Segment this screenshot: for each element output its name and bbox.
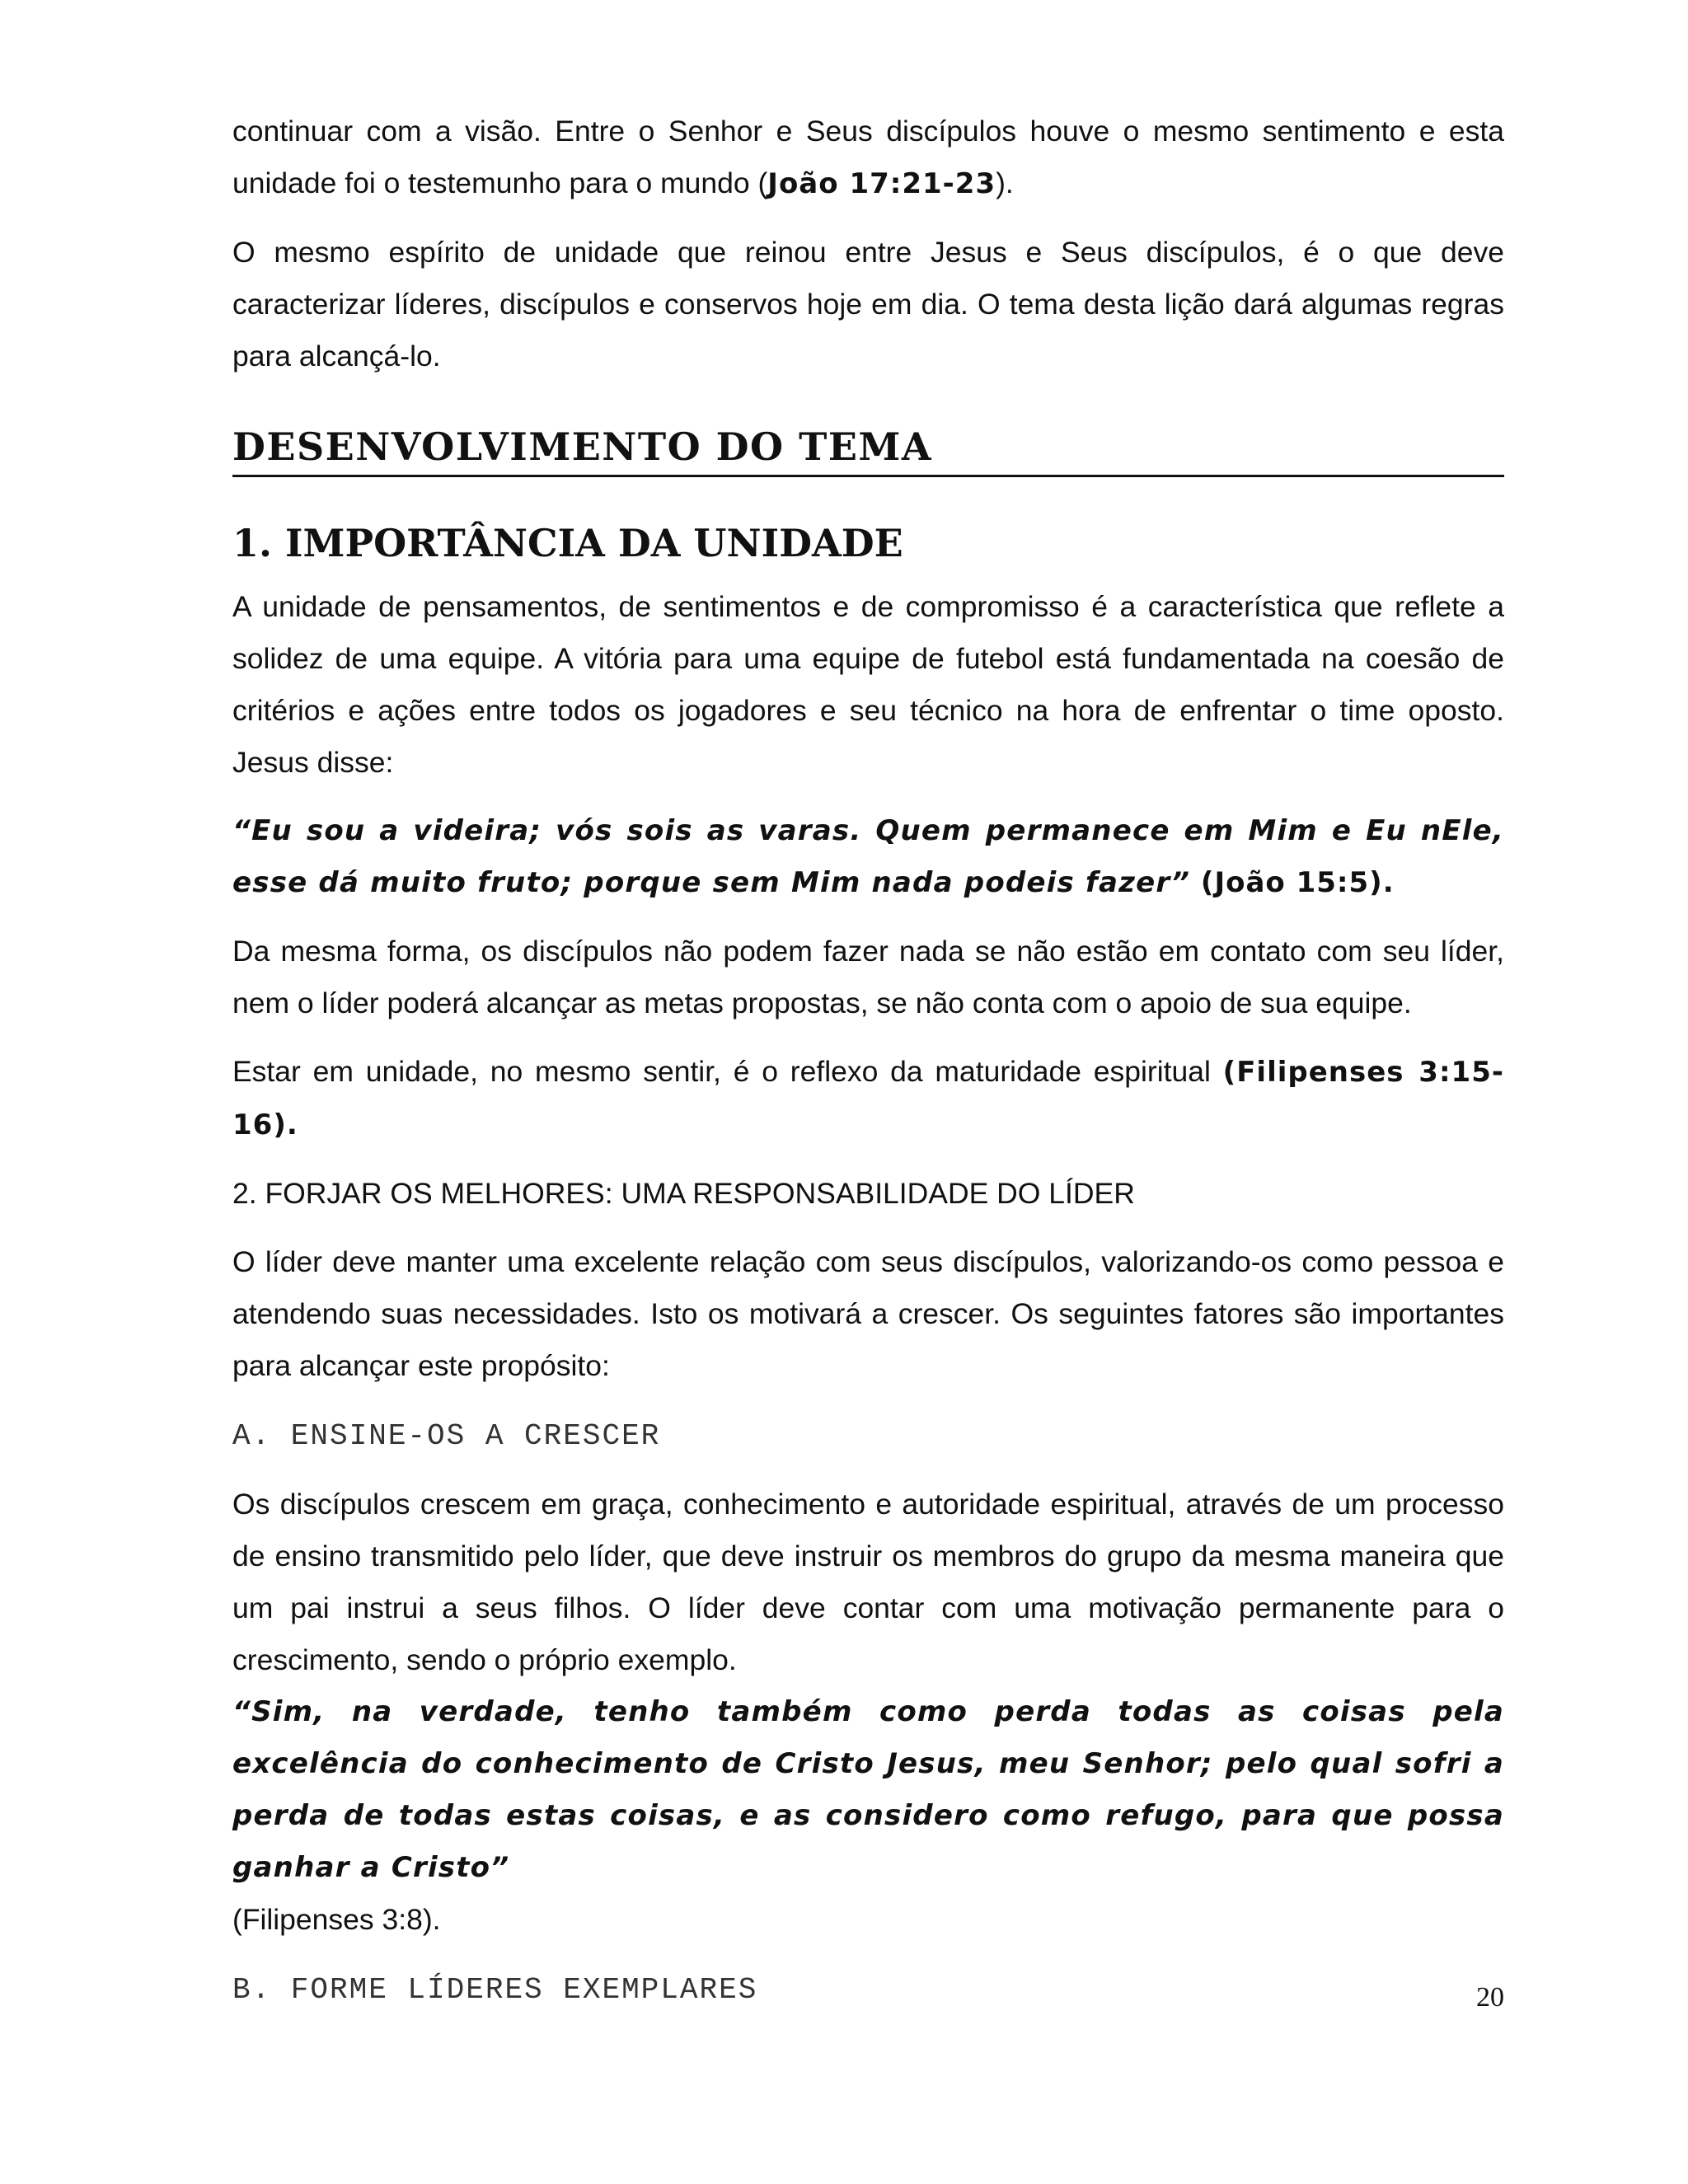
heading-importance-of-unity: 1. IMPORTÂNCIA DA UNIDADE (232, 521, 903, 565)
paragraph-disciples-leader: Da mesma forma, os discípulos não podem fazer nada se não estão em contato com seu líder, nem o líder poderá alcançar as metas propostas, se não conta com o apoio de sua equipe. (232, 935, 1504, 1019)
paragraph-text: continuar com a visão. Entre o Senhor e Seus discípulos houve o mesmo sentimento e esta unidade foi o testemunho para o mundo ( (232, 115, 1504, 199)
scripture-reference: (Filipenses 3:15-16). (232, 1056, 1504, 1141)
paragraph-text-end: ). (996, 166, 1014, 199)
quote-text: “Sim, na verdade, tenho também como perda todas as coisas pela excelência do conhecimento de Cristo Jesus, meu Senhor; pelo qual sofri a perda de todas estas coisas, e as considero como refugo, para que possa ganhar a Cristo” (232, 1695, 1504, 1884)
quote-text: “Eu sou a videira; vós sois as varas. Quem permanece em Mim e Eu nEle, esse dá muito fruto; porque sem Mim nada podeis fazer” (232, 814, 1504, 899)
paragraph-disciples-grow: Os discípulos crescem em graça, conhecimento e autoridade espiritual, através de um processo de ensino transmitido pelo líder, que deve instruir os membros do grupo da mesma maneira que um pai instrui a seus filhos. O líder deve contar com uma motivação permanente para o crescimento, sendo o próprio exemplo. (232, 1488, 1504, 1676)
subheading-form-leaders: B. FORME LÍDERES EXEMPLARES (232, 1973, 758, 2007)
paragraph-leader-relationship: O líder deve manter uma excelente relação com seus discípulos, valorizando-os como pessoa e atendendo suas necessidades. Isto os motivará a crescer. Os seguintes fatores são importantes para alcançar este propósito: (232, 1245, 1504, 1382)
page-number: 20 (1476, 1982, 1504, 2013)
paragraph-continuation (232, 105, 1504, 210)
scripture-quote (232, 1686, 1504, 1894)
scripture-reference: (João 15:5). (1190, 866, 1395, 899)
heading-forge-the-best: 2. FORJAR OS MELHORES: UMA RESPONSABILIDADE DO LÍDER (232, 1177, 1135, 1210)
scripture-reference: João 17:21-23 (767, 167, 996, 200)
paragraph-text: Estar em unidade, no mesmo sentir, é o reflexo da maturidade espiritual (232, 1055, 1223, 1088)
subheading-teach-to-grow: A. ENSINE-OS A CRESCER (232, 1419, 661, 1453)
paragraph-unity-spirit: O mesmo espírito de unidade que reinou entre Jesus e Seus discípulos, é o que deve caracterizar líderes, discípulos e conservos hoje em dia. O tema desta lição dará algumas regras para alcançá-lo. (232, 236, 1504, 373)
page-content (232, 105, 1504, 2016)
scripture-quote (232, 805, 1504, 909)
scripture-reference: (Filipenses 3:8). (232, 1903, 441, 1936)
section-title: DESENVOLVIMENTO DO TEMA (232, 424, 1504, 477)
paragraph-maturity (232, 1046, 1504, 1151)
paragraph-unity-team: A unidade de pensamentos, de sentimentos e de compromisso é a característica que reflete a solidez de uma equipe. A vitória para uma equipe de futebol está fundamentada na coesão de critérios e ações entre todos os jogadores e seu técnico na hora de enfrentar o time oposto. Jesus disse: (232, 590, 1504, 779)
